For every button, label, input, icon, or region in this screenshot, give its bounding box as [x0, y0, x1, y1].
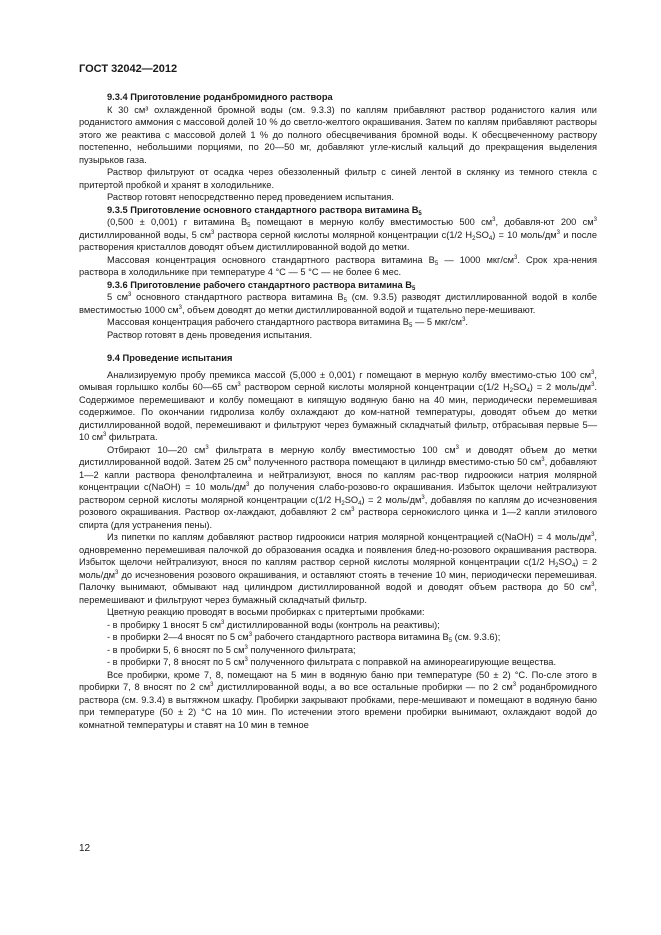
- paragraph: К 30 см³ охлажденной бромной воды (см. 9.3.3) по каплям прибавляют раствор роданистого калия или роданистого аммония с массовой долей 10 % до светло-желтого окрашивания. Затем по каплям прибавляют растворы этого же реактива с массовой долей 1 % до полного обесцвечивания бромной воды. К обесцвеченному раствору постепенно, небольшими порциями, по 20—50 мг, добавляют угле-кислый кальций до прекращения выделения пузырьков газа.: [79, 104, 597, 165]
- section-9-3-4-title: 9.3.4 Приготовление роданбромидного раствора: [107, 92, 333, 102]
- paragraph: Раствор готовят в день проведения испытания.: [107, 329, 313, 340]
- section-9-4-title: 9.4 Проведение испытания: [107, 353, 233, 363]
- list-item: - в пробирки 5, 6 вносят по 5 $см^3$ полученного фильтрата;: [107, 644, 356, 655]
- paragraph: 5 $см^3$ основного стандартного раствора витамина $В_5$ (см. 9.3.5) разводят дистиллированной водой в колбе вместимостью 1000 $см^3$, объем доводят до метки дистиллированной водой и тщательно пере-мешивают.: [79, 292, 598, 315]
- page-number: 12: [79, 843, 91, 854]
- paragraph: Массовая концентрация основного стандартного раствора витамина $В_5$ — 1000 мкг/$см^3$. Срок хра-нения раствора в холодильнике при температуре 4 °С — 5 °С — не более 6 мес.: [79, 254, 598, 277]
- paragraph: Из пипетки по каплям добавляют раствор гидроокиси натрия молярной концентрацией c(NaOH) = 4 моль/$дм^3$, одновременно перемешивая палочкой до образования осадка и появления блед-но-розового окрашивания раствора. Избыток щелочи нейтрализуют, внося по каплям раствор серной кислоты молярной концентрации c(1/2 $H_2SO_4) = 2$ моль/$дм^3$ до исчезновения розового окрашивания, и оставляют стоять в течение 10 мин, периодически перемешивая. Палочку вынимают, обмывают над цилиндром дистиллированной водой и доводят объем раствора до 50 $см^3$, перемешивают и фильтруют через бумажный складчатый фильтр.: [79, 532, 597, 605]
- paragraph: Цветную реакцию проводят в восьми пробирках с притертыми пробками:: [107, 607, 425, 617]
- paragraph: Анализируемую пробу премикса массой (5,000 ± 0,001) г помещают в мерную колбу вместимо-стью 100 $см^3$, омывая горлышко колбы 60—65 $см^3$ раствором серной кислоты молярной концентрации c(1/2 $H_2SO_4) = 2$ моль/$дм^3$. Содержимое перемешивают и колбу помещают в кипящую водяную баню на 40 мин, периодически перемешивая содержимое. По окончании гидролиза колбу охлаждают до ком-натной температуры, доводят объем до метки дистиллированной водой, перемешивают и фильтруют через бумажный складчатый фильтр, отбрасывая первые 5—10 $см^3$ фильтрата.: [79, 369, 597, 442]
- paragraph: (0,500 ± 0,001) г витамина $В_5$ помещают в мерную колбу вместимостью 500 $см^3$, добавля-ют 200 $см^3$ дистиллированной воды, 5 $см^3$ раствора серной кислоты молярной концентрации c(1/2 $H_2SO_4) = 10$ моль/$дм^3$ и после растворения кристаллов доводят объем дистиллированной водой до метки.: [79, 217, 598, 252]
- section-9-3-5-title: 9.3.5 Приготовление основного стандартного раствора витамина $В_5$: [107, 204, 422, 217]
- page-content: [79, 91, 597, 731]
- section-9-3-6-title: 9.3.6 Приготовление рабочего стандартного раствора витамина $В_5$: [107, 279, 416, 292]
- paragraph: Массовая концентрация рабочего стандартного раствора витамина $В_5$ — 5 мкг/$см^3$.: [107, 317, 468, 329]
- paragraph: Раствор готовят непосредственно перед проведением испытания.: [107, 192, 394, 202]
- list-item: - в пробирку 1 вносят 5 $см^3$ дистиллированной воды (контроль на реактивы);: [107, 619, 440, 630]
- document-header: ГОСТ 32042—2012: [79, 63, 178, 75]
- list-item: - в пробирки 7, 8 вносят по 5 $см^3$ полученного фильтрата с поправкой на аминореагирующие вещества.: [107, 657, 557, 667]
- paragraph: Отбирают 10—20 $см^3$ фильтрата в мерную колбу вместимостью 100 $см^3$ и доводят объем до метки дистиллированной водой. Затем 25 $см^3$ полученного раствора помещают в цилиндр вместимо-стью 50 $см^3$, добавляют 1—2 капли раствора фенолфталеина и нейтрализуют, внося по каплям рас-твор гидроокиси натрия молярной концентрации c(NaOH) = 10 моль/$дм^3$ до получения слабо-розово-го окрашивания. Избыток щелочи нейтрализуют раствором серной кислоты молярной концентрации c(1/2 $H_2SO_4) = 2$ моль/$дм^3$, добавляя по каплям до исчезновения розового окрашивания. Раствор ох-лаждают, добавляют 2 $см^3$ раствора сернокислого цинка и 1—2 капли этилового спирта (для устранения пены).: [79, 444, 597, 530]
- list-item: - в пробирки 2—4 вносят по 5 $см^3$ рабочего стандартного раствора витамина $В_5$ (см. 9.3.6);: [107, 632, 501, 644]
- paragraph: Раствор фильтруют от осадка через обеззоленный фильтр с синей лентой в склянку из темного стекла с притертой пробкой и хранят в холодильнике.: [79, 167, 597, 190]
- paragraph: Все пробирки, кроме 7, 8, помещают на 5 мин в водяную баню при температуре (50 ± 2) °С. По-сле этого в пробирки 7, 8 вносят по 2 $см^3$ дистиллированной воды, а во все остальные пробирки — по 2 $см^3$ роданбромидного раствора (см. 9.3.4) в вытяжном шкафу. Пробирки закрывают пробками, пере-мешивают и помещают в водяную баню при температуре (50 ± 2) °С на 10 мин. По истечении этого времени пробирки вынимают, охлаждают водой до комнатной температуры и ставят на 10 мин в темное: [79, 669, 597, 730]
